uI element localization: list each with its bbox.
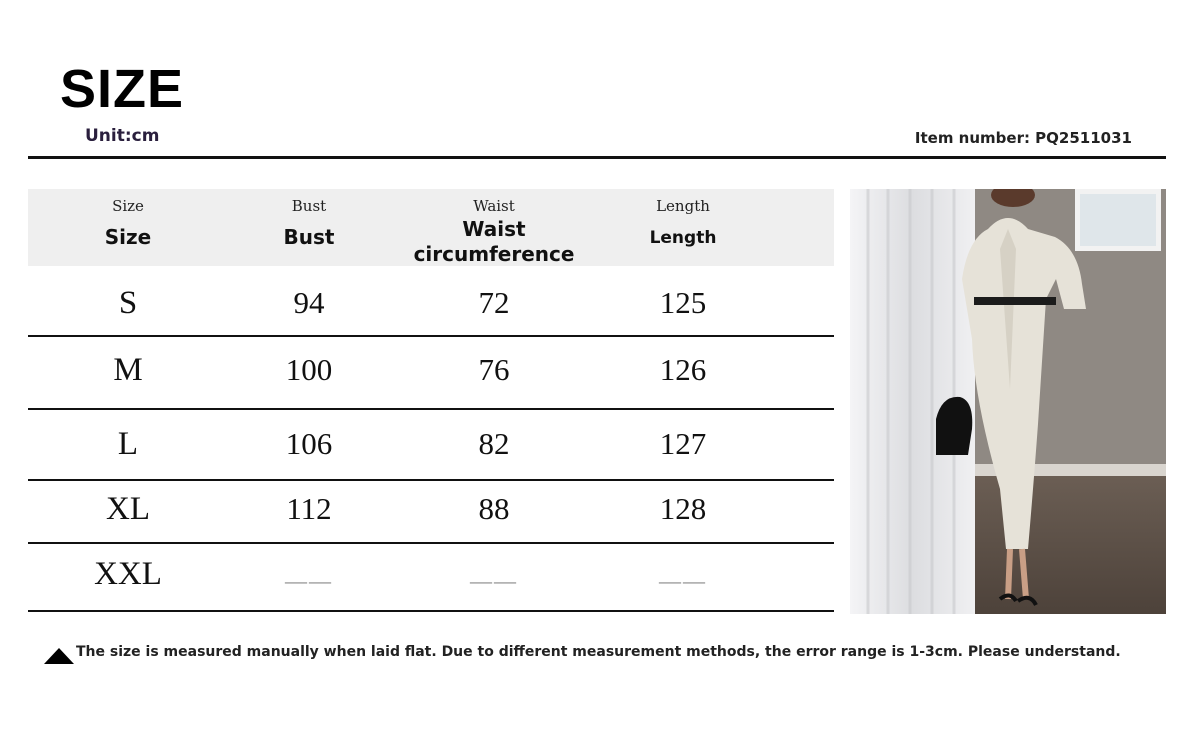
header-bust-small: Bust: [291, 197, 327, 215]
product-photo: [850, 189, 1166, 614]
cell-waist: 72: [478, 285, 510, 320]
cell-waist: 76: [478, 352, 510, 387]
page-title: SIZE: [60, 59, 185, 119]
cell-waist: 88: [478, 491, 510, 526]
header-waist-big: Waist circumference: [413, 217, 575, 266]
cell-waist: 82: [478, 426, 510, 461]
header-length-small: Length: [656, 197, 710, 215]
cell-length: 128: [659, 491, 707, 526]
row-divider: [28, 542, 834, 544]
item-number: Item number: PQ2511031: [914, 129, 1132, 147]
cell-bust: 94: [293, 285, 325, 320]
header-size-big: Size: [104, 225, 152, 249]
cell-length: ——: [659, 568, 707, 593]
cell-length: 125: [659, 285, 707, 320]
header-divider: [28, 156, 1166, 159]
cell-bust: 112: [286, 491, 332, 526]
header-bust-big: Bust: [283, 225, 335, 249]
cell-size: XXL: [94, 556, 162, 592]
header-waist-small: Waist: [473, 197, 515, 215]
unit-label: Unit:cm: [85, 126, 160, 146]
row-divider: [28, 610, 834, 612]
row-divider: [28, 335, 834, 337]
warning-triangle-icon: [44, 648, 74, 664]
cell-length: 127: [659, 426, 707, 461]
header-length-big: Length: [649, 228, 717, 248]
header-size-small: Size: [112, 197, 144, 215]
row-divider: [28, 479, 834, 481]
cell-size: XL: [106, 491, 150, 527]
cell-size: S: [118, 285, 138, 321]
cell-size: L: [117, 426, 139, 462]
cell-size: M: [113, 352, 143, 388]
table-header: [28, 189, 834, 266]
measurement-note: The size is measured manually when laid flat. Due to different measurement methods, the error range is 1-3cm. Please understand.: [76, 644, 1121, 660]
cell-bust: 100: [285, 352, 333, 387]
cell-bust: ——: [285, 568, 333, 593]
cell-length: 126: [659, 352, 707, 387]
cell-bust: 106: [285, 426, 333, 461]
cell-waist: ——: [470, 568, 518, 593]
row-divider: [28, 408, 834, 410]
